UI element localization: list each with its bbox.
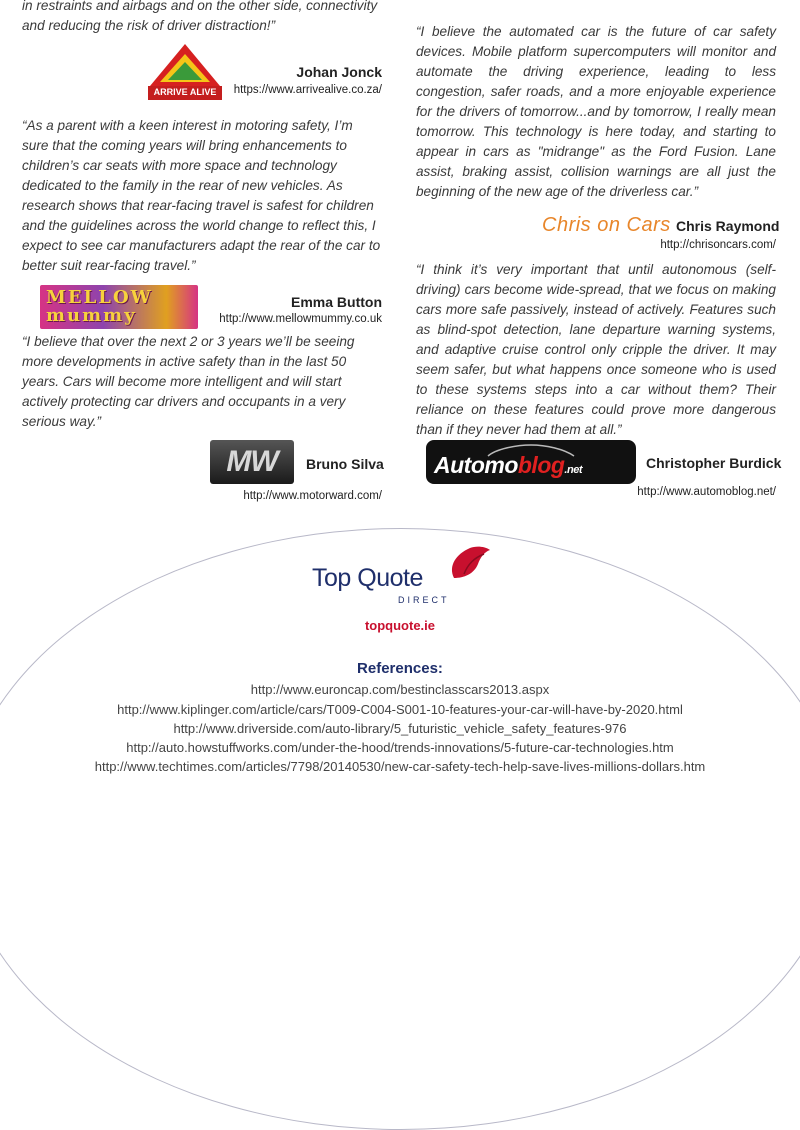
- rose-petal-icon: [444, 544, 494, 580]
- mellow-mummy-logo-text: MELLOW mummy: [46, 287, 153, 326]
- reference-link[interactable]: http://auto.howstuffworks.com/under-the-hood/trends-innovations/5-future-car-technologies.htm: [126, 740, 674, 755]
- author-url[interactable]: http://www.motorward.com/: [243, 490, 382, 502]
- reference-link[interactable]: http://www.kiplinger.com/article/cars/T009-C004-S001-10-features-your-car-will-have-by-2020.html: [117, 702, 683, 717]
- chris-on-cars-logo: Chris on Cars: [542, 214, 671, 236]
- author-name: Emma Button: [291, 294, 382, 310]
- arrive-alive-logo-text: ARRIVE ALIVE: [153, 87, 217, 97]
- motorward-logo-text: MW: [226, 445, 278, 478]
- mellow-mummy-logo: [40, 285, 198, 329]
- left-top-quote-fragment: in restraints and airbags and on the other side, connectivity and reducing the risk of driver distraction!”: [22, 0, 378, 33]
- author-name: Chris Raymond: [676, 218, 780, 234]
- quote-text: “I think it’s very important that until autonomous (self-driving) cars become wide-spread, that we focus on making cars more safe passively, instead of actively. Features such as blind-spot detection, lane departure warning systems, and adaptive cruise control only cripple the driver. It may seem safer, but what happens once someone who is used to these systems steps into a car without them? Their reliance on these features could prove more dangerous than if they never had them at all.”: [416, 262, 776, 437]
- author-url[interactable]: http://chrisoncars.com/: [660, 239, 776, 251]
- automoblog-logo-accent: blog: [517, 452, 565, 478]
- quote-text: “I believe the automated car is the future of car safety devices. Mobile platform supercomputers will monitor and automate the driving experience, leading to less congestion, safer roads, and a more enjoyable experience for the drivers of tomorrow...and by tomorrow, I really mean tomorrow. This technology is here today, and starting to appear in cars as "midrange" as the Ford Fusion. Lane assist, braking assist, collision warnings are all just the beginning of the new age of the driverless car.”: [416, 24, 776, 199]
- top-quote-brand: Top Quote: [312, 564, 423, 592]
- motorward-logo: [210, 440, 294, 484]
- top-quote-logo: [312, 544, 492, 610]
- author-url[interactable]: http://www.mellowmummy.co.uk: [219, 313, 382, 325]
- top-quote-brand-sub: DIRECT: [398, 595, 450, 605]
- automoblog-logo-suffix: .net: [564, 464, 582, 476]
- automoblog-logo-main: Automo: [434, 452, 518, 478]
- automoblog-logo: [426, 440, 636, 484]
- author-url[interactable]: https://www.arrivealive.co.za/: [233, 84, 382, 96]
- references-title: References:: [357, 660, 443, 677]
- reference-link[interactable]: http://www.euroncap.com/bestinclasscars2013.aspx: [250, 682, 550, 697]
- author-name: Christopher Burdick: [646, 455, 782, 471]
- author-url[interactable]: http://www.automoblog.net/: [637, 486, 776, 498]
- quote-text: “As a parent with a keen interest in motoring safety, I’m sure that the coming years will bring enhancements to children’s car seats with more space and technology dedicated to the family in the rear of new vehicles. As research shows that rear-facing travel is safest for children and the guidelines across the world change to reflect this, I expect to see car manufacturers adapt the rear of the car to better suit rear-facing travel.”: [22, 118, 381, 273]
- author-name: Bruno Silva: [306, 456, 384, 472]
- author-name: Johan Jonck: [296, 64, 382, 80]
- reference-link[interactable]: http://www.techtimes.com/articles/7798/20140530/new-car-safety-tech-help-save-lives-millions-dollars.htm: [94, 759, 706, 774]
- reference-link[interactable]: http://www.driverside.com/auto-library/5_futuristic_vehicle_safety_features-976: [173, 721, 627, 736]
- quote-text: “I believe that over the next 2 or 3 years we’ll be seeing more developments in active safety than in the last 50 years. Cars will become more intelligent and will start actively protecting car drivers and occupants in a very serious way.”: [22, 334, 355, 429]
- automoblog-logo-text: [434, 452, 582, 479]
- site-link[interactable]: topquote.ie: [364, 618, 436, 633]
